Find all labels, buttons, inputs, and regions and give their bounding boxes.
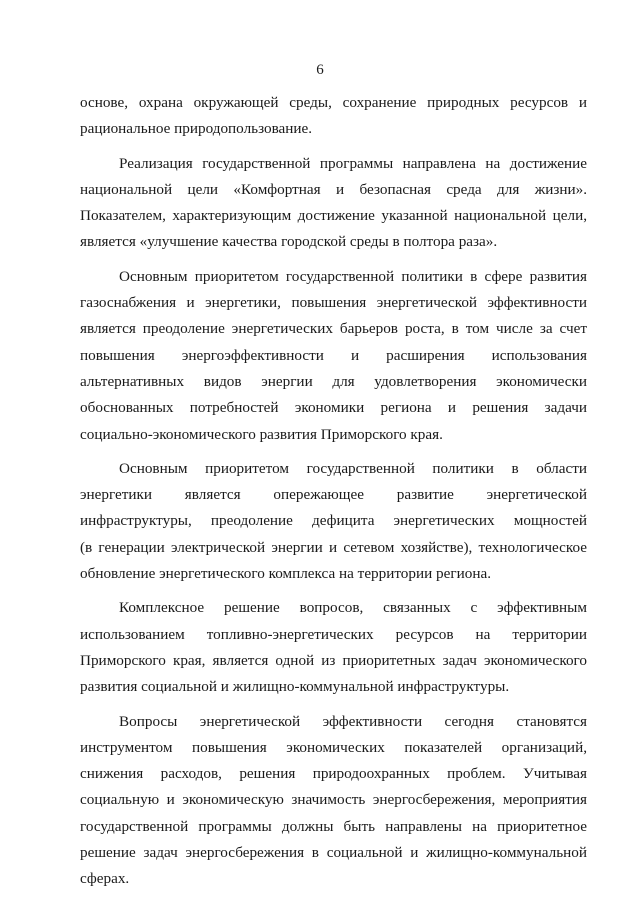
text-line: Показателем, характеризующим достижение указанной национальной цели, <box>80 207 587 225</box>
text-line: обоснованных потребностей экономики региона и решения задачи <box>80 399 587 417</box>
text-line: сферах. <box>80 870 130 888</box>
text-line: использованием топливно-энергетических ресурсов на территории <box>80 625 587 643</box>
text-line: Основным приоритетом государственной политики в области <box>119 459 587 477</box>
paragraph <box>80 595 587 700</box>
text-line: основе, охрана окружающей среды, сохранение природных ресурсов и <box>80 94 587 111</box>
text-line: Приморского края, является одной из приоритетных задач экономического <box>80 651 587 669</box>
text-line: социальную и экономическую значимость энергосбережения, мероприятия <box>80 791 587 809</box>
text-line: обновление энергетического комплекса на территории региона. <box>80 565 492 583</box>
document-body <box>80 90 587 893</box>
text-line: национальной цели «Комфортная и безопасная среда для жизни». <box>80 180 587 198</box>
text-line: социально-экономического развития Приморского края. <box>80 425 443 443</box>
text-line: энергетики является опережающее развитие энергетической <box>80 486 587 504</box>
text-line: государственной программы должны быть направлены на приоритетное <box>80 817 587 835</box>
text-line: снижения расходов, решения природоохранных проблем. Учитывая <box>80 765 587 783</box>
page-number: 6 <box>316 62 324 78</box>
text-line: инструментом повышения экономических показателей организаций, <box>80 738 587 756</box>
paragraph <box>80 264 587 448</box>
paragraph <box>80 456 587 587</box>
text-line: решение задач энергосбережения в социальной и жилищно-коммунальной <box>80 844 587 862</box>
paragraph <box>80 151 587 256</box>
text-line: инфраструктуры, преодоление дефицита энергетических мощностей <box>80 512 587 530</box>
text-line: является преодоление энергетических барьеров роста, в том числе за счет <box>80 320 587 338</box>
text-line: Основным приоритетом государственной политики в сфере развития <box>119 267 587 285</box>
text-line: газоснабжения и энергетики, повышения энергетической эффективности <box>80 294 587 312</box>
text-line: Вопросы энергетической эффективности сегодня становятся <box>119 712 587 730</box>
text-line: Комплексное решение вопросов, связанных с эффективным <box>119 599 587 617</box>
text-line: рациональное природопользование. <box>80 120 313 138</box>
text-line: повышения энергоэффективности и расширения использования <box>80 346 587 364</box>
text-line: развития социальной и жилищно-коммунальной инфраструктуры. <box>80 678 510 696</box>
paragraph <box>80 709 587 893</box>
text-line: Реализация государственной программы направлена на достижение <box>119 154 587 172</box>
text-line: является «улучшение качества городской среды в полтора раза». <box>80 233 498 251</box>
paragraph <box>80 90 587 143</box>
text-line: (в генерации электрической энергии и сетевом хозяйстве), технологическое <box>80 538 587 556</box>
text-line: альтернативных видов энергии для удовлетворения экономически <box>80 372 587 390</box>
